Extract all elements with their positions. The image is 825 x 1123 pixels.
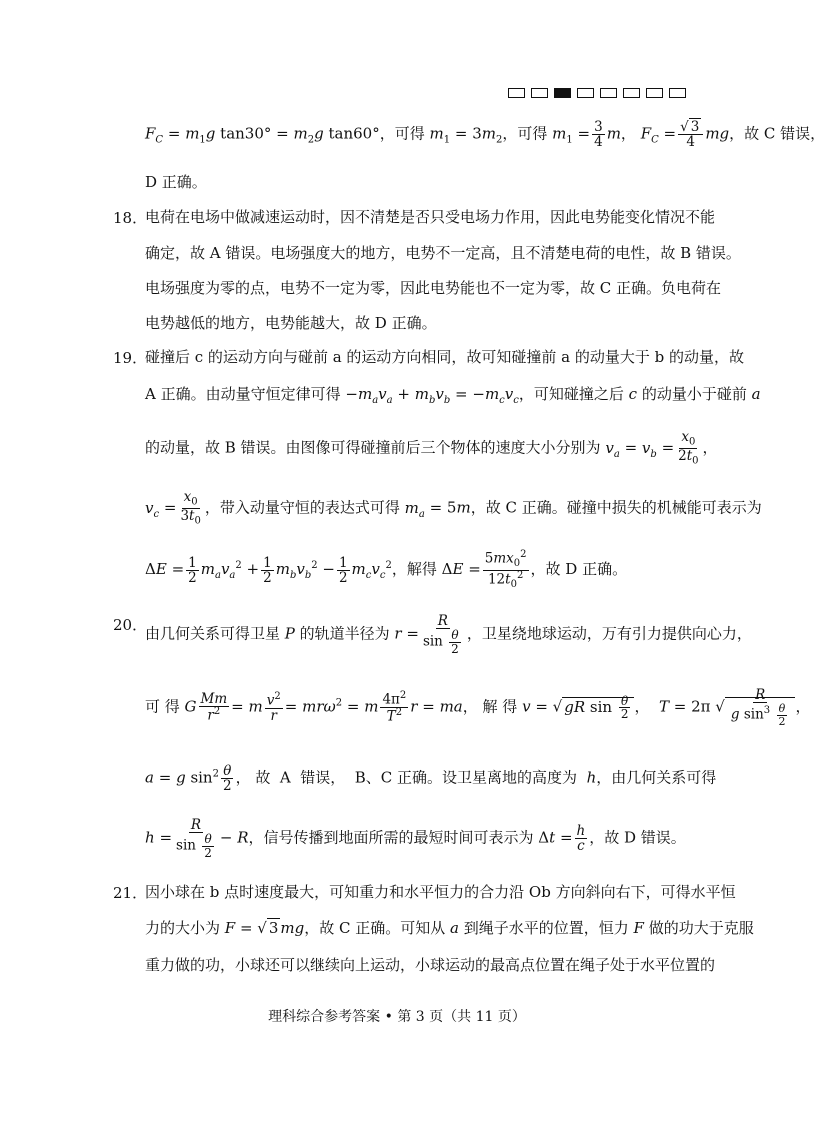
q19-number: 19．	[113, 349, 148, 367]
q19-line-2: A 正确。由动量守恒定律可得 $-m_av_a + m_bv_b = -m_cv_c$，可知碰撞之后 c 的动量小于碰前 a	[145, 385, 761, 406]
page-footer: 理科综合参考答案 • 第 3 页（共 11 页）	[268, 1009, 526, 1025]
q20-number: 20．	[113, 616, 148, 634]
q21-line-1: 因小球在 b 点时速度最大，可知重力和水平恒力的合力沿 Ob 方向斜向右下，可得水平恒	[145, 883, 736, 901]
q18-line-2: 确定，故 A 错误。电场强度大的地方，电势不一定高，且不清楚电荷的电性，故 B 错误。	[145, 244, 741, 262]
q17-line-1: $F_C = m_1g$ $\tan 30^\circ = m_2g$ tan60°，可得 $m_1 = 3m_2$，可得 $m_1$ = $\frac{3}{4}$ m， $F_C$ = $\frac{√ 3}{4}$ mg，故 C 错误，	[145, 119, 825, 151]
q17-line-2: D 正确。	[145, 173, 207, 191]
page-box	[623, 88, 640, 98]
page-box	[600, 88, 617, 98]
page-box	[646, 88, 663, 98]
q19-line-3: 的动量，故 B 错误。由图像可得碰撞前后三个物体的速度大小分别为 $v_a = v_b$ = $\frac{x_0}{2t_0}$ ，	[145, 429, 718, 467]
q18-line-4: 电势越低的地方，电势能越大，故 D 正确。	[145, 314, 437, 332]
q21-line-3: 重力做的功，小球还可以继续向上运动，小球运动的最高点位置在绳子处于水平位置的	[145, 956, 716, 974]
page-indicator	[508, 88, 686, 98]
q19-line-1: 碰撞后 c 的运动方向与碰前 a 的运动方向相同，故可知碰撞前 a 的动量大于 b 的动量，故	[145, 348, 745, 366]
q19-line-4: $v_c$ = $\frac{x_0}{3t_0}$ ，带入动量守恒的表达式可得 $m_a = 5m$，故 C 正确。碰撞中损失的机械能可表示为	[145, 489, 762, 527]
q19-line-5: ΔE = $\frac{1}{2}$ $m_av_a^2$ + $\frac{1}{2}$ $m_bv_b^2$ − $\frac{1}{2}$ $m_cv_c^2$，解得 ΔE = $\frac{5mx_0^2}{12t_0^2}$ ，故 D 正确。	[145, 549, 628, 590]
q20-line-2: 可 得 G $\frac{Mm}{r^2}$ = m $\frac{v^2}{r}$ = mrω$^2$ = m $\frac{4\pi^2}{T^2}$ r = ma， 解 得 v = √ gR sin $\frac{\theta}{2}$ ， T = 2π √ R g $\sin^3$ $\frac{\theta}{2}$ ，	[145, 687, 811, 728]
q20-line-3: a = g $\sin^2$ $\frac{\theta}{2}$ ， 故 A 错误， B、C 正确。设卫星离地的高度为 h，由几何关系可得	[145, 763, 717, 795]
page-box	[531, 88, 548, 98]
q21-number: 21．	[113, 884, 148, 902]
page-box	[508, 88, 525, 98]
q20-line-4: h = R sin $\frac{\theta}{2}$ − R，信号传播到地面所需的最短时间可表示为 Δt = $\frac{h}{c}$ ，故 D 错误。	[145, 817, 686, 860]
q18-number: 18．	[113, 209, 148, 227]
page-box	[669, 88, 686, 98]
q18-line-3: 电场强度为零的点，电势不一定为零，因此电势能也不一定为零，故 C 正确。负电荷在	[145, 279, 722, 297]
q18-line-1: 电荷在电场中做减速运动时，因不清楚是否只受电场力作用，因此电势能变化情况不能	[145, 208, 716, 226]
q20-line-1: 由几何关系可得卫星 P 的轨道半径为 r = R sin $\frac{\theta}{2}$ ，卫星绕地球运动，万有引力提供向心力，	[145, 613, 752, 656]
page-box-current	[554, 88, 571, 98]
page-box	[577, 88, 594, 98]
q21-line-2: 力的大小为 F = √ 3 mg，故 C 正确。可知从 a 到绳子水平的位置，恒力 F 做的功大于克服	[145, 919, 754, 937]
